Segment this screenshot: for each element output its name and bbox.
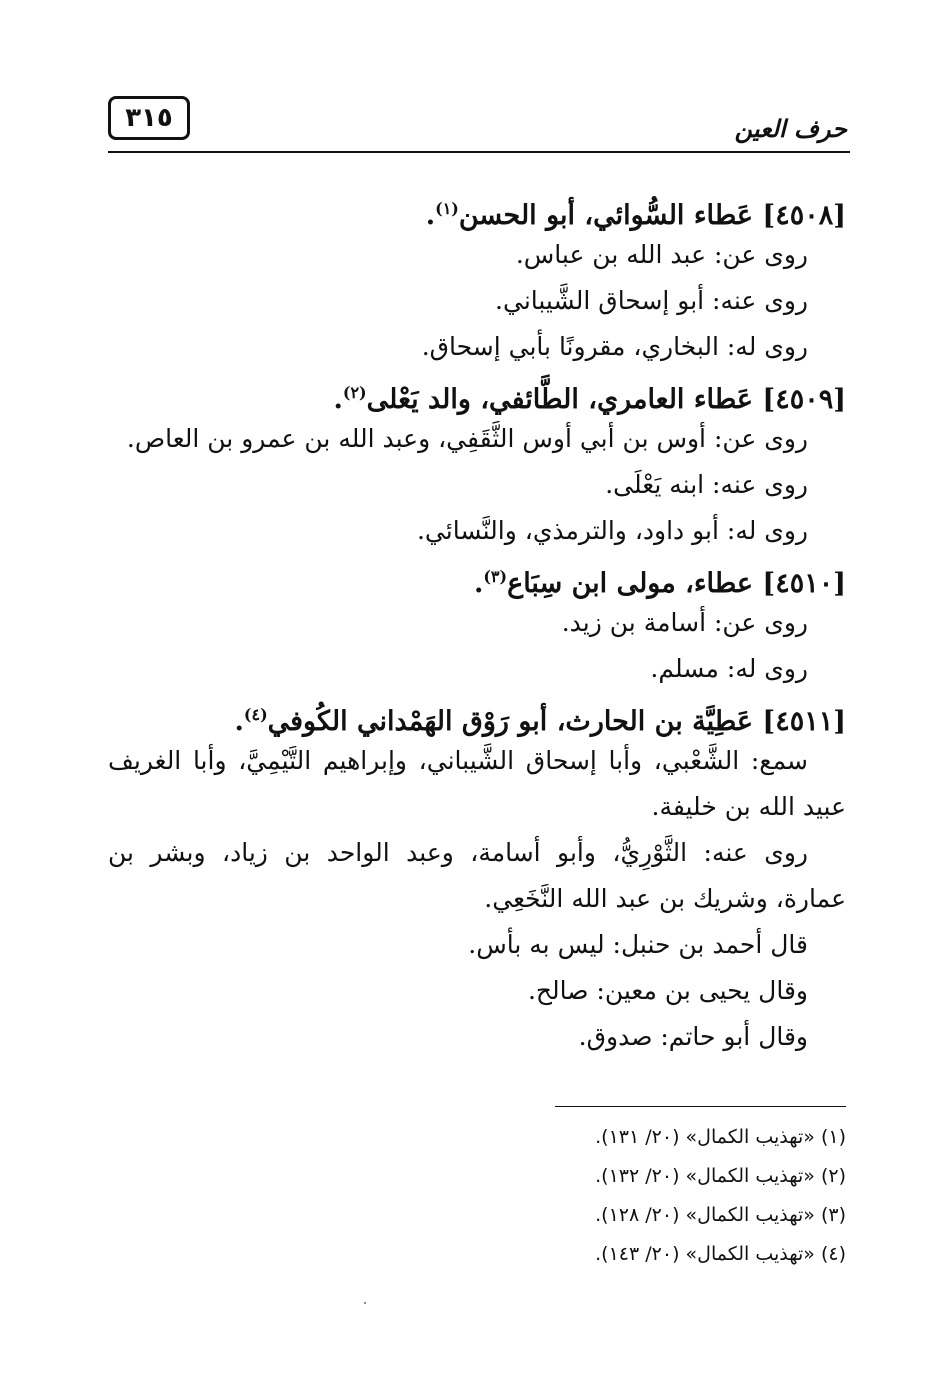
entry-name: عَطاء السُّوائي، أبو الحسن bbox=[458, 200, 754, 231]
entry-line: وقال أبو حاتم: صدوق. bbox=[578, 1022, 808, 1051]
entry-number: ٤٥١٠ bbox=[775, 568, 834, 599]
footnote-ref[interactable]: (٣) bbox=[483, 567, 508, 586]
scan-speck bbox=[364, 1302, 366, 1304]
footnote-ref[interactable]: (٢) bbox=[342, 383, 367, 402]
footnote: (٢) «تهذيب الكمال» (٢٠/ ١٣٢). bbox=[595, 1165, 846, 1187]
entry-number: ٤٥١١ bbox=[775, 706, 834, 737]
entry-line: روى له: البخاري، مقرونًا بأبي إسحاق. bbox=[421, 332, 808, 361]
entry-line: روى عنه: ابنه يَعْلَى. bbox=[605, 470, 808, 499]
entry-line: وقال يحيى بن معين: صالح. bbox=[527, 976, 808, 1005]
entry-heading: [٤٥١٠] عطاء، مولى ابن سِبَاع$^{(٣)}$. bbox=[473, 567, 846, 599]
footnote: (٤) «تهذيب الكمال» (٢٠/ ١٤٣). bbox=[595, 1243, 846, 1265]
footnote-rule bbox=[555, 1106, 846, 1107]
entry-line: روى عن: أوس بن أبي أوس الثَّقَفِي، وعبد الله بن عمرو بن العاص. bbox=[126, 424, 808, 453]
entry-line: روى عنه: أبو إسحاق الشَّيباني. bbox=[495, 286, 808, 315]
entry-name: عطاء، مولى ابن سِبَاع bbox=[507, 568, 754, 599]
entry-line: روى له: مسلم. bbox=[650, 654, 808, 683]
entry-line: عبيد الله بن خليفة. bbox=[651, 792, 846, 821]
entry-line: روى عنه: الثَّوْرِيُّ، وأبو أسامة، وعبد الواحد بن زياد، وبشر بن bbox=[108, 838, 808, 867]
page-body bbox=[108, 186, 846, 1060]
entry-heading: [٤٥٠٨] عَطاء السُّوائي، أبو الحسن$^{(١)}$. bbox=[425, 199, 846, 231]
footnote: (٣) «تهذيب الكمال» (٢٠/ ١٢٨). bbox=[595, 1204, 846, 1226]
entry-number: ٤٥٠٩ bbox=[775, 384, 834, 415]
footnote: (١) «تهذيب الكمال» (٢٠/ ١٣١). bbox=[595, 1126, 846, 1148]
entry-line: روى له: أبو داود، والترمذي، والنَّسائي. bbox=[416, 516, 808, 545]
header-rule bbox=[108, 151, 850, 153]
running-head: حرف العين bbox=[734, 114, 847, 143]
page-number: ٣١٥ bbox=[108, 96, 190, 140]
entry-name: عَطاء العامري، الطَّائفي، والد يَعْلى bbox=[366, 384, 754, 415]
entry-heading: [٤٥١١] عَطِيَّة بن الحارث، أبو رَوْق الهَمْداني الكُوفي$^{(٤)}$. bbox=[234, 705, 846, 737]
footnotes bbox=[426, 1118, 846, 1274]
footnote-ref[interactable]: (١) bbox=[435, 199, 459, 218]
entry-line: سمع: الشَّعْبي، وأبا إسحاق الشَّيباني، وإبراهيم التَّيْمِيَّ، وأبا الغريف bbox=[108, 746, 808, 775]
entry-heading: [٤٥٠٩] عَطاء العامري، الطَّائفي، والد يَعْلى$^{(٢)}$. bbox=[333, 383, 846, 415]
entry-line: عمارة، وشريك بن عبد الله النَّخَعِي. bbox=[484, 884, 846, 913]
entry-number: ٤٥٠٨ bbox=[775, 200, 834, 231]
entry-line: روى عن: أسامة بن زيد. bbox=[561, 608, 808, 637]
entry-line: قال أحمد بن حنبل: ليس به بأس. bbox=[468, 930, 808, 959]
entry-name: عَطِيَّة بن الحارث، أبو رَوْق الهَمْداني الكُوفي bbox=[267, 706, 754, 737]
footnote-ref[interactable]: (٤) bbox=[243, 705, 268, 724]
entry-line: روى عن: عبد الله بن عباس. bbox=[515, 240, 808, 269]
